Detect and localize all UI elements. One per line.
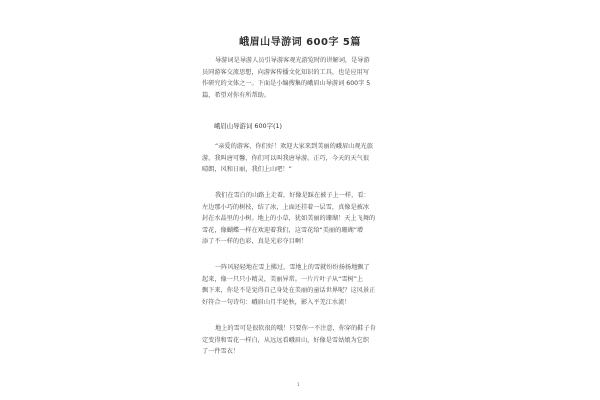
paragraph-line: 我们在雪白的山路上走着，好像是踩在被子上一样，看： (215, 192, 370, 199)
paragraph-line: 游，我叫唐可馨，你们可以叫我唐导游。正巧，今天的天气很 (202, 154, 370, 162)
paragraph-4 (202, 323, 407, 358)
paragraph-line: 封在水晶里的小树。地上的小草，犹如美丽的珊瑚！天上飞舞的 (202, 215, 376, 222)
intro-paragraph (202, 55, 407, 101)
intro-line: 篇，希望对你有所帮助。 (202, 91, 271, 99)
paragraph-line: 飘下来，你是不是觉得自己身处在美丽的童话世界呢？这风景正 (202, 287, 376, 294)
paragraph-line: 左边那小巧的树枝，结了冰，上面还挂着一层雪，真像是被冰 (202, 203, 370, 211)
paragraph-line: 起来，像一只只小精灵，美丽异常。一片片叶子从“雪树”上 (202, 275, 364, 283)
intro-line: 员同游客交流思想，向游客传播文化知识的工具，也是应用写 (202, 68, 370, 76)
paragraph-line: 雪花，像蝴蝶一样在欢迎着我们，这雪花给“美丽的珊瑚”增 (202, 226, 364, 234)
section-subtitle: 峨眉山导游词 600字(1) (214, 122, 283, 130)
paragraph-line: 了一件雪衣！ (202, 348, 240, 355)
paragraph-line: 晴朗，风和日丽，我们上山吧！” (202, 166, 292, 173)
paragraph-line: 一阵风轻轻地在雪上拂过，雪地上的雪就纷纷扬扬地飘了 (215, 264, 370, 271)
paragraph-line: 定变得和雪花一样白，从远远看峨眉山，好像是雪姑娘为它织 (202, 336, 370, 344)
paragraph-1 (202, 141, 407, 176)
document-title: 峨眉山导游词 600字 5篇 (239, 37, 361, 48)
page-number: 1 (297, 382, 300, 387)
intro-line: 作研究的文体之一。下面是小编搜集的峨眉山导游词 600字 5 (202, 80, 371, 87)
paragraph-line: 添了不一样的色彩，真是光彩夺目啊！ (202, 238, 308, 245)
paragraph-line: 地上的雪可是很软很的哦！只要你一不注意，你穿的鞋子肯 (215, 325, 376, 332)
intro-line: 导游词是导游人员引导游客观光游览时的讲解词，是导游 (215, 57, 370, 64)
paragraph-line: “亲爱的游客，你们好！欢迎大家来到美丽的峨眉山观光旅 (215, 143, 373, 150)
paragraph-3 (202, 262, 407, 308)
paragraph-line: 好符合一句诗句：峨眉山月半轮秋，影入平羌江水流！ (202, 298, 351, 306)
paragraph-2 (202, 190, 407, 248)
